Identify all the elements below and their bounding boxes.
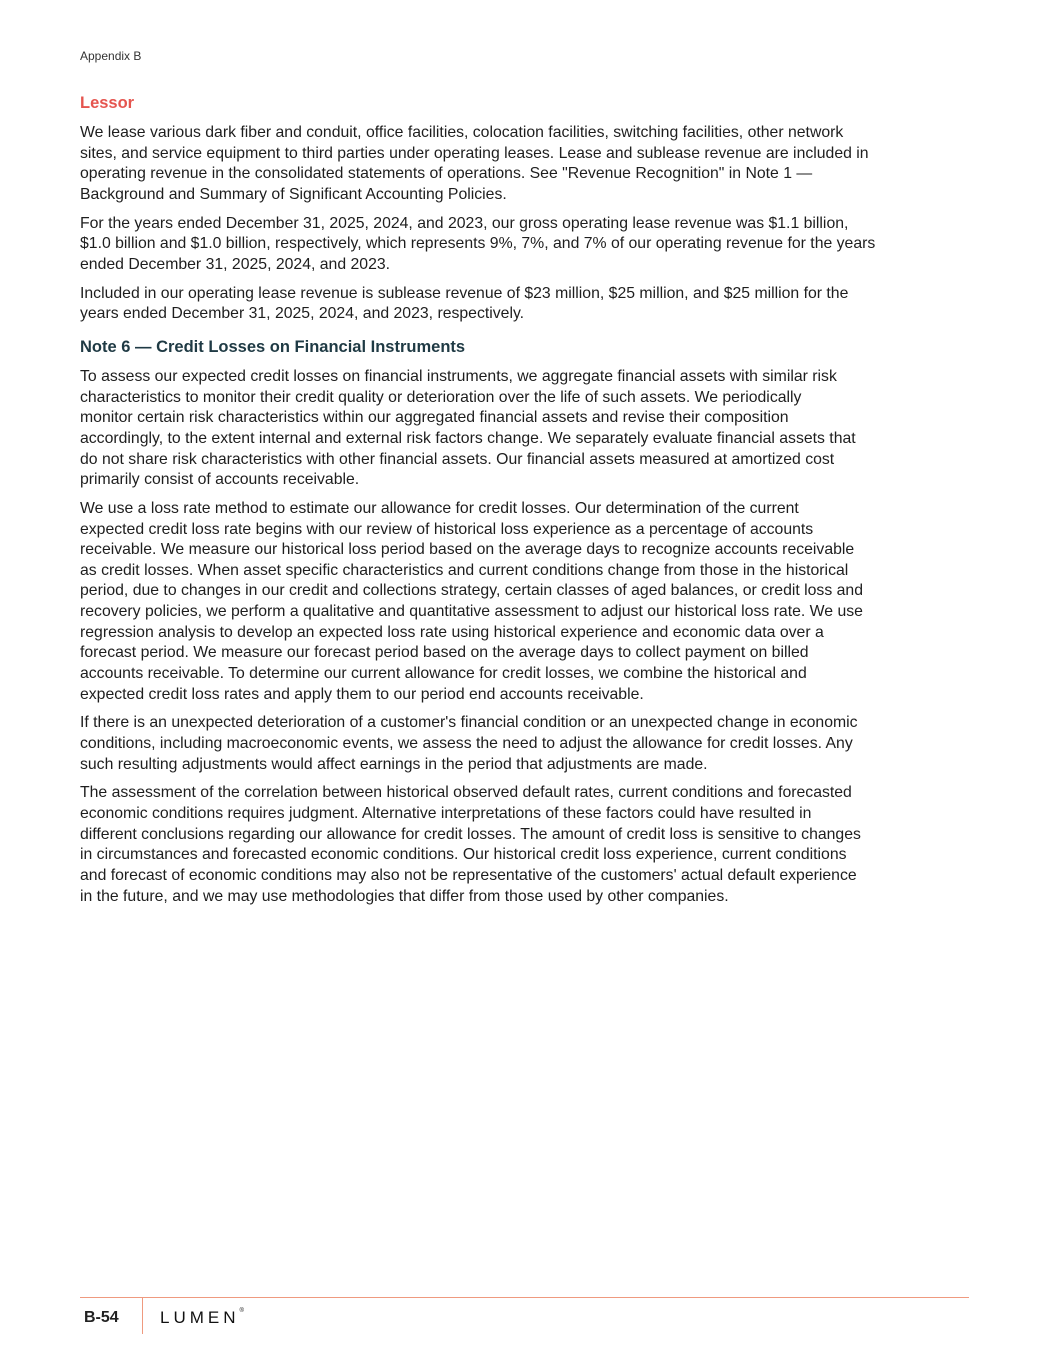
document-body <box>80 92 980 907</box>
text-line: $1.0 billion and $1.0 billion, respectively, which represents 9%, 7%, and 7% of our operating revenue for the years <box>80 235 876 253</box>
paragraph <box>80 214 980 276</box>
text-line: recovery policies, we perform a qualitative and quantitative assessment to adjust our historical loss rate. We use <box>80 603 863 621</box>
section-note-6-body <box>80 367 980 907</box>
text-line: regression analysis to develop an expected loss rate using historical experience and economic data over a <box>80 623 824 641</box>
text-line: in the future, and we may use methodologies that differ from those used by other companies. <box>80 887 729 905</box>
text-line: For the years ended December 31, 2025, 2024, and 2023, our gross operating lease revenue was $1.1 billion, <box>80 214 849 232</box>
section-heading-note-6: Note 6 — Credit Losses on Financial Instruments <box>80 337 466 356</box>
section-lessor-body <box>80 123 980 325</box>
text-line: in circumstances and forecasted economic conditions. Our historical credit loss experience, current conditions <box>80 846 847 864</box>
text-line: The assessment of the correlation between historical observed default rates, current conditions and forecasted <box>80 784 852 802</box>
text-line: sites, and service equipment to third parties under operating leases. Lease and sublease revenue are included in <box>80 144 869 162</box>
text-line: economic conditions requires judgment. Alternative interpretations of these factors could have resulted in <box>80 805 812 823</box>
text-line: period, due to changes in our credit and collections strategy, certain classes of aged balances, or credit loss and <box>80 582 863 600</box>
text-line: operating revenue in the consolidated statements of operations. See "Revenue Recognition" in Note 1 — <box>80 165 813 183</box>
text-line: accounts receivable. To determine our current allowance for credit losses, we combine the historical and <box>80 665 807 683</box>
text-line: accordingly, to the extent internal and external risk factors change. We separately evaluate financial assets that <box>80 429 856 447</box>
paragraph <box>80 713 980 775</box>
registered-mark: ® <box>239 1308 244 1314</box>
text-line: years ended December 31, 2025, 2024, and 2023, respectively. <box>80 305 525 323</box>
logo-text: LUMEN <box>160 1308 240 1327</box>
paragraph <box>80 284 980 325</box>
text-line: receivable. We measure our historical loss period based on the average days to recognize accounts receivable <box>80 541 855 559</box>
lumen-logo <box>160 1308 244 1328</box>
paragraph <box>80 367 980 491</box>
text-line: and forecast of economic conditions may also not be representative of the customers' actual default experience <box>80 867 857 884</box>
paragraph <box>80 123 980 206</box>
text-line: primarily consist of accounts receivable. <box>80 471 360 489</box>
text-line: such resulting adjustments would affect earnings in the period that adjustments are made. <box>80 755 708 773</box>
text-line: forecast period. We measure our forecast period based on the average days to collect payment on billed <box>80 644 809 662</box>
text-line: conditions, including macroeconomic events, we assess the need to adjust the allowance for credit losses. Any <box>80 735 853 753</box>
text-line: We lease various dark fiber and conduit, office facilities, colocation facilities, switching facilities, other network <box>80 124 844 141</box>
paragraph <box>80 783 980 907</box>
text-line: expected credit loss rate begins with our review of historical loss experience as a percentage of accounts <box>80 520 814 538</box>
text-line: monitor certain risk characteristics within our aggregated financial assets and revise their composition <box>80 409 789 427</box>
text-line: characteristics to monitor their credit quality or deterioration over the life of such assets. We periodically <box>80 388 802 406</box>
text-line: Included in our operating lease revenue is sublease revenue of $23 million, $25 million, and $25 million for the <box>80 284 849 302</box>
footer-divider <box>80 1297 969 1298</box>
paragraph <box>80 499 980 706</box>
text-line: If there is an unexpected deterioration of a customer's financial condition or an unexpected change in economic <box>80 714 858 732</box>
section-heading-lessor: Lessor <box>80 94 135 112</box>
text-line: different conclusions regarding our allowance for credit losses. The amount of credit loss is sensitive to changes <box>80 825 861 843</box>
text-line: To assess our expected credit losses on financial instruments, we aggregate financial assets with similar risk <box>80 367 837 385</box>
footer-separator <box>142 1297 143 1334</box>
text-line: ended December 31, 2025, 2024, and 2023. <box>80 255 391 273</box>
text-line: do not share risk characteristics with other financial assets. Our financial assets measured at amortized cost <box>80 450 835 468</box>
running-header: Appendix B <box>80 49 142 63</box>
text-line: as credit losses. When asset specific characteristics and current conditions change from those in the historical <box>80 561 849 579</box>
text-line: expected credit loss rates and apply them to our period end accounts receivable. <box>80 685 644 703</box>
text-line: Background and Summary of Significant Accounting Policies. <box>80 185 507 203</box>
text-line: We use a loss rate method to estimate our allowance for credit losses. Our determination of the current <box>80 499 799 517</box>
page-number: B-54 <box>84 1309 119 1326</box>
